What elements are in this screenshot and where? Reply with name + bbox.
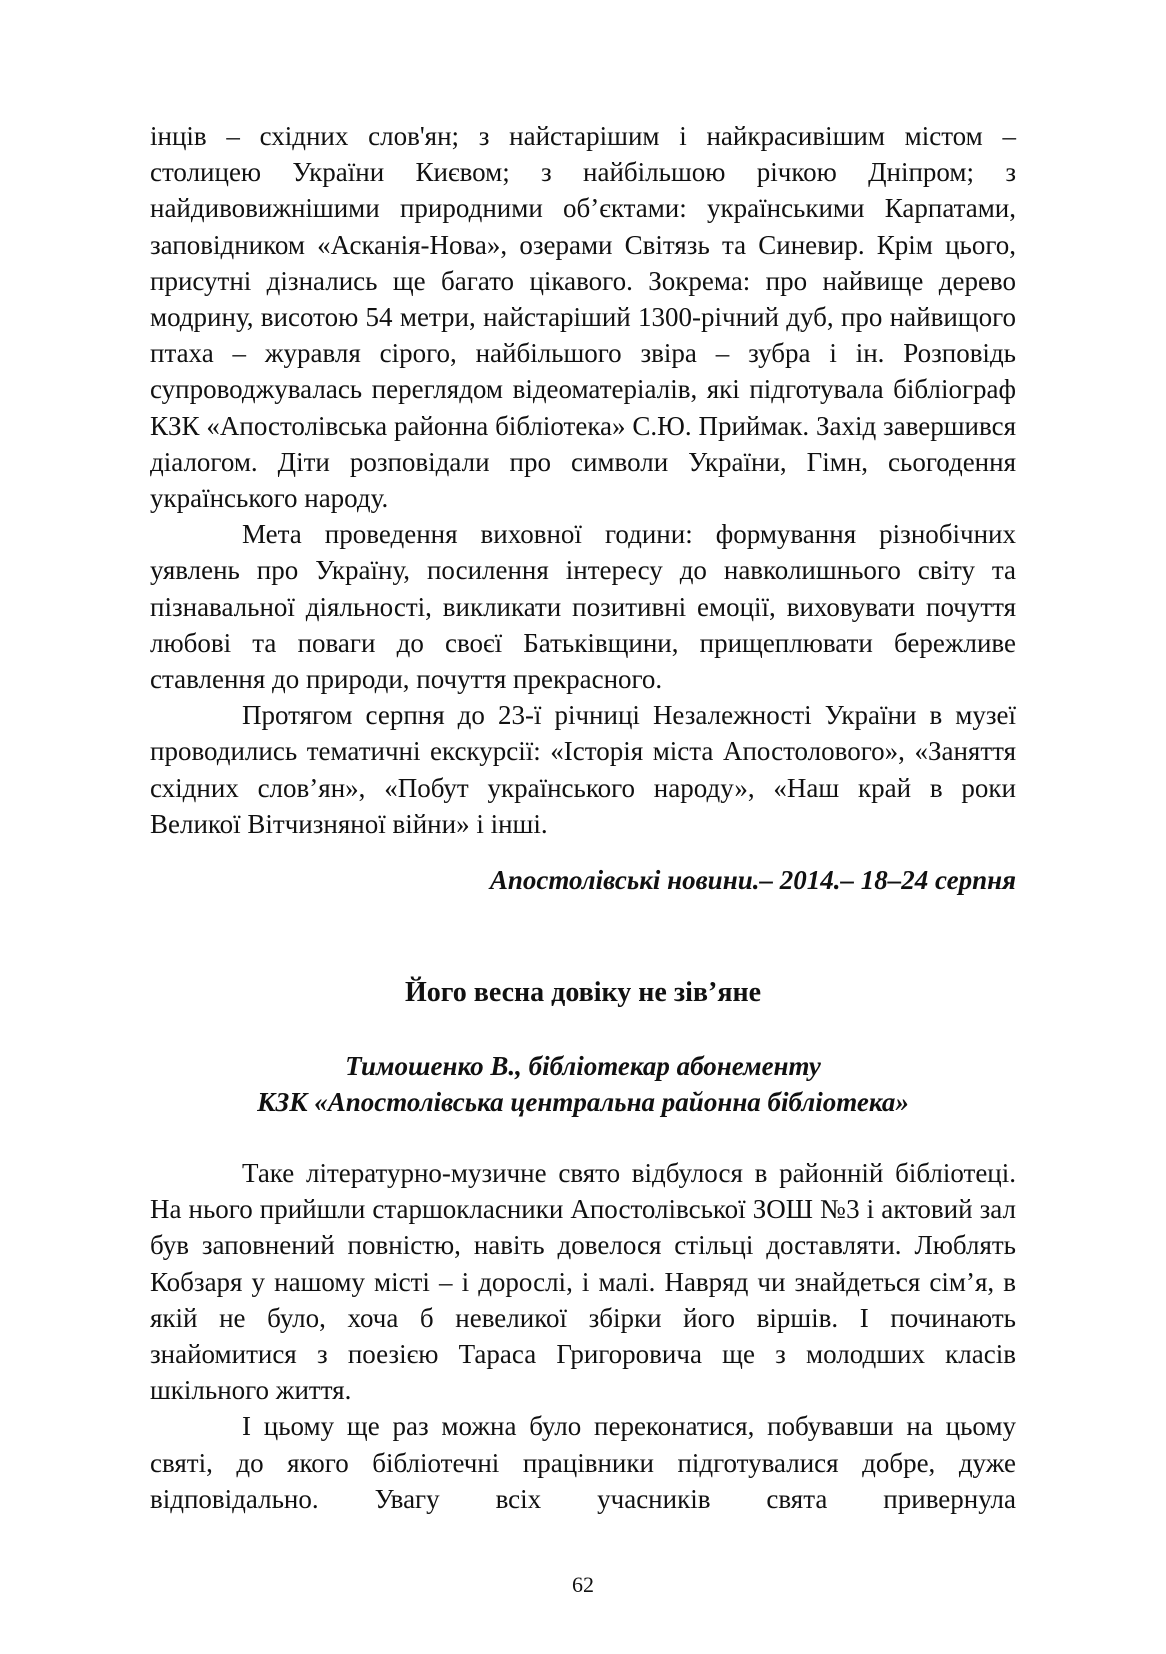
page-number: 62 xyxy=(572,1572,594,1597)
paragraph: І цьому ще раз можна було переконатися, побувавши на цьому святі, до якого бібліотечні працівники підготувалися добре, дуже відповідально. Увагу всіх учасників свята привернула xyxy=(150,1411,1016,1514)
paragraph: інців – східних слов'ян; з найстарішим і найкрасивішим містом – столицею України Києвом; з найбільшою річкою Дніпром; з найдивовижнішими природними об’єктами: українськими Карпатами, заповідником «Асканія-Нова», озерами Світязь та Синевир. Крім цього, присутні дізнались ще багато цікавого. Зокрема: про найвище дерево модрину, висотою 54 метри, найстаріший 1300-річний дуб, про найвищого птаха – журавля сірого, найбільшого звіра – зубра і ін. Розповідь супроводжувалась переглядом відеоматеріалів, які підготувала бібліограф КЗК «Апостолівська районна бібліотека» С.Ю. Приймак. Захід завершився діалогом. Діти розповідали про символи України, Гімн, сьогодення українського народу. xyxy=(150,121,1016,514)
author-name-line: Тимошенко В., бібліотекар абонементу xyxy=(345,1051,821,1081)
source-citation: Апостолівські новини.– 2014.– 18–24 серпня xyxy=(489,865,1016,895)
author-affiliation-line: КЗК «Апостолівська центральна районна бібліотека» xyxy=(257,1087,909,1117)
article-body xyxy=(150,1155,1016,1517)
article-title: Його весна довіку не зів’яне xyxy=(404,977,762,1008)
previous-article-body xyxy=(150,118,1016,842)
paragraph: Протягом серпня до 23-ї річниці Незалежності України в музеї проводились тематичні екскурсії: «Історія міста Апостолового», «Заняття східних слов’ян», «Побут українського народу», «Наш край в роки Великої Вітчизняної війни» і інші. xyxy=(150,700,1016,839)
article-author xyxy=(150,1048,1016,1120)
paragraph: Мета проведення виховної години: формування різнобічних уявлень про Україну, посилення інтересу до навколишнього світу та пізнавальної діяльності, викликати позитивні емоції, виховувати почуття любові та поваги до своєї Батьківщини, прищеплювати бережливе ставлення до природи, почуття прекрасного. xyxy=(150,519,1016,695)
paragraph: Таке літературно-музичне свято відбулося в районній бібліотеці. На нього прийшли старшокласники Апостолівської ЗОШ №3 і актовий зал був заповнений повністю, навіть довелося стільці доставляти. Люблять Кобзаря у нашому місті – і дорослі, і малі. Навряд чи знайдеться сім’я, в якій не було, хоча б невеликої збірки його віршів. І починають знайомитися з поезією Тараса Григоровича ще з молодших класів шкільного життя. xyxy=(150,1158,1016,1406)
